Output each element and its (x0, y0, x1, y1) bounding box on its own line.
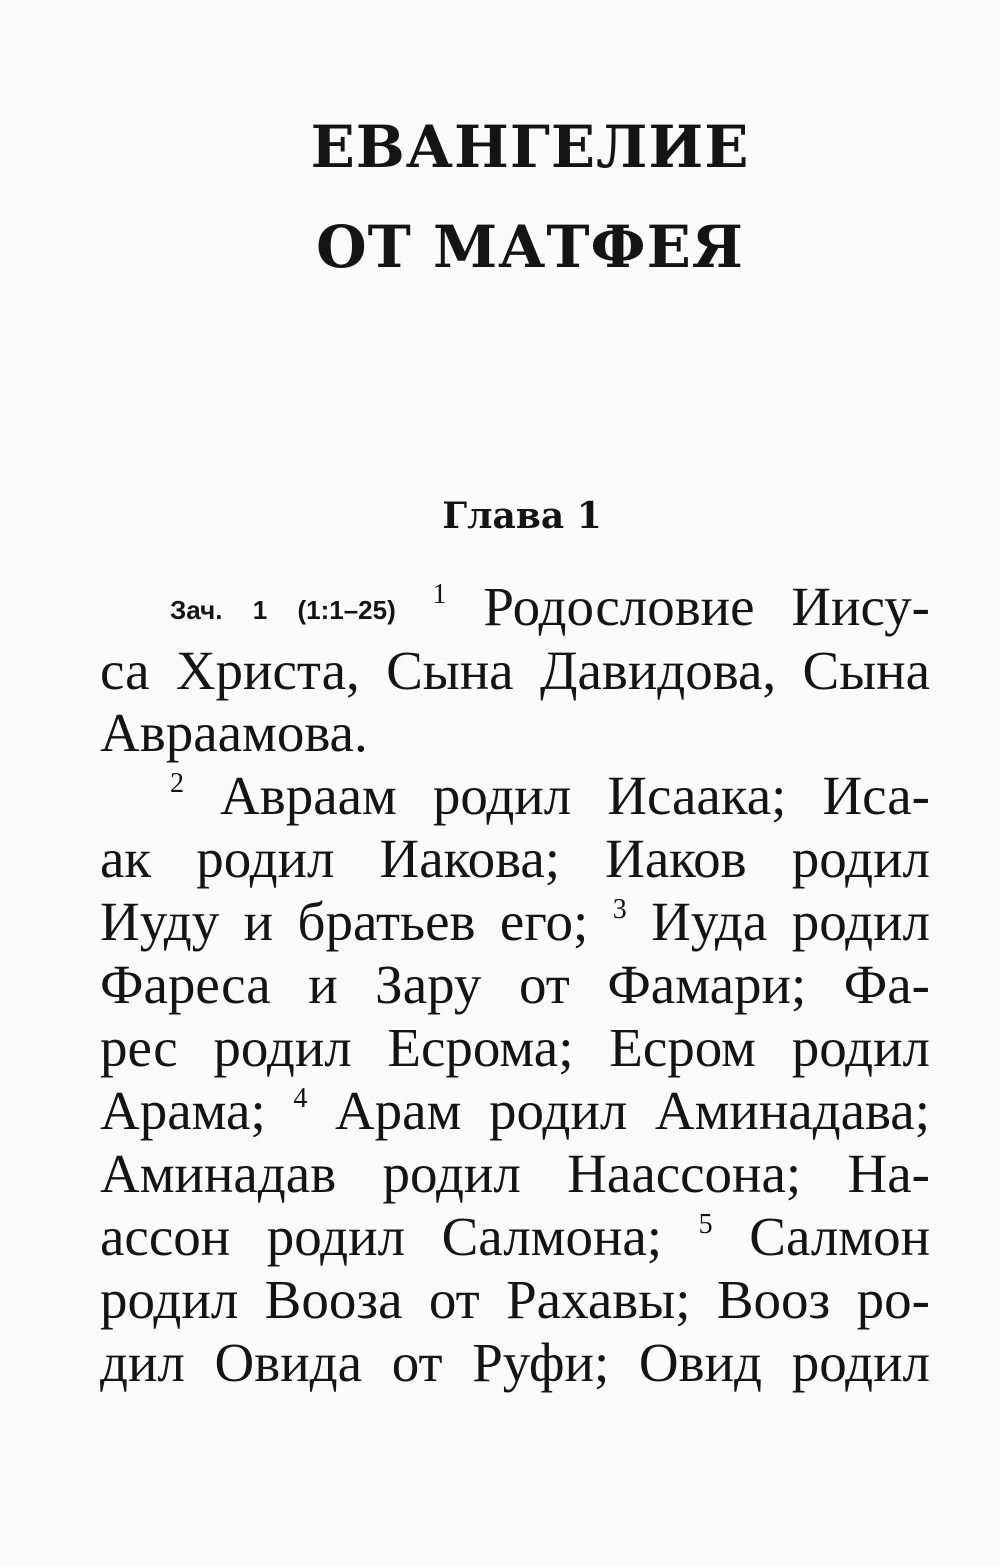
text-line-11 (100, 1206, 931, 1267)
verse-text: Иуда родил (651, 891, 930, 952)
text-line-5: ак родил Иакова; Иаков родил (100, 828, 930, 889)
text-line-9 (100, 1080, 930, 1141)
verse-text: Иуду и братьев его; (100, 891, 589, 952)
text-line-12: родил Вооза от Рахавы; Вооз ро- (100, 1269, 930, 1330)
text-line-1 (170, 576, 930, 637)
text-line-8: рес родил Есрома; Есром родил (100, 1017, 930, 1078)
verse-text: Авраам родил Исаака; Иса- (220, 765, 930, 826)
text-line-7: Фареса и Зару от Фамари; Фа- (100, 954, 930, 1015)
verse-text: Салмон (749, 1206, 931, 1267)
text-line-6 (100, 891, 930, 952)
verse-text: Арам родил Аминадава; (334, 1080, 930, 1141)
text-line-10: Аминадав родил Наассона; На- (100, 1143, 930, 1204)
book-title-line-2: ОТ МАТФЕЯ (316, 213, 744, 281)
verse-text: Родословие Иису- (483, 576, 930, 637)
text-line-2: са Христа, Сына Давидова, Сына (100, 640, 930, 701)
verse-number-5: 5 (698, 1209, 713, 1240)
text-line-13: дил Овида от Руфи; Овид родил (100, 1332, 930, 1393)
text-line-3: Авраамова. (100, 702, 368, 763)
reading-reference: Зач. 1 (1:1–25) (170, 595, 396, 625)
chapter-heading: Глава 1 (442, 495, 602, 537)
book-title-line-1: ЕВАНГЕЛИЕ (310, 113, 750, 181)
verse-number-4: 4 (293, 1083, 308, 1114)
verse-text: ассон родил Салмона; (100, 1206, 663, 1267)
text-line-4 (170, 765, 930, 826)
verse-number-3: 3 (612, 894, 627, 925)
verse-text: Арама; (100, 1080, 266, 1141)
verse-number-2: 2 (170, 768, 184, 799)
verse-number-1: 1 (432, 579, 447, 610)
